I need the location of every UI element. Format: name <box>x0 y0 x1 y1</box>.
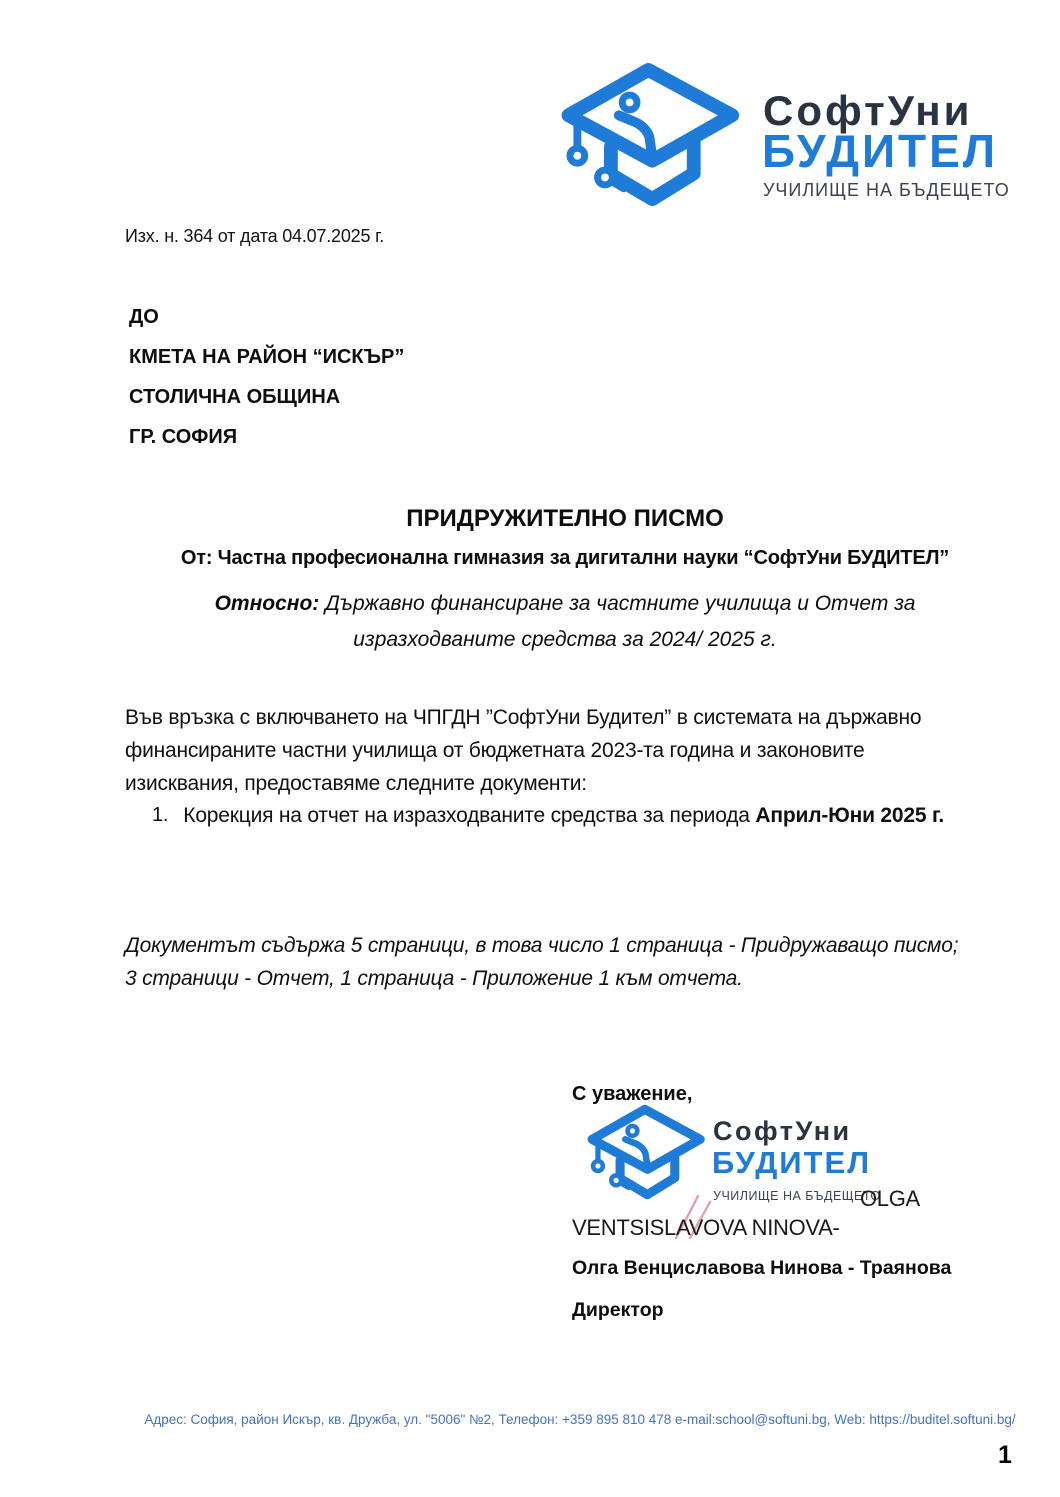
list-item-number: 1. <box>152 804 169 826</box>
list-item-1 <box>152 804 944 828</box>
reference-number-line: Изх. н. 364 от дата 04.07.2025 г. <box>125 226 385 246</box>
signature-logo-brand-buditel: БУДИТЕЛ <box>712 1145 871 1180</box>
recipient-line-do: ДО <box>129 306 159 328</box>
recipient-line-mayor: КМЕТА НА РАЙОН “ИСКЪР” <box>129 346 405 368</box>
digital-signature-line-2: VENTSISLAVOVA NINOVA- <box>572 1215 840 1240</box>
recipient-line-city: ГР. СОФИЯ <box>129 426 238 448</box>
list-item-text: Корекция на отчет на изразходваните средства за периода <box>183 804 756 827</box>
signature-logo-tagline: УЧИЛИЩЕ НА БЪДЕЩЕТО <box>713 1189 881 1203</box>
logo-tagline: УЧИЛИЩЕ НА БЪДЕЩЕТО <box>763 180 1010 200</box>
graduation-cap-logo-icon <box>532 62 744 210</box>
subject-label: Относно: <box>214 592 320 615</box>
closing-line: С уважение, <box>572 1083 693 1105</box>
digital-signature-line-1: OLGA <box>860 1186 920 1211</box>
recipient-block <box>129 297 404 457</box>
logo-brand-buditel: БУДИТЕЛ <box>762 125 999 177</box>
subject-line-2: изразходваните средства за 2024/ 2025 г. <box>353 628 777 651</box>
from-line: От: Частна професионална гимназия за дигитални науки “СофтУни БУДИТЕЛ” <box>180 547 950 569</box>
footer-contact-line: Адрес: София, район Искър, кв. Дружба, ул. "5006" №2, Телефон: +359 895 810 478 e-mail:school@softuni.bg, Web: https://buditel.softuni.bg/ <box>144 1412 1016 1427</box>
subject-text-1: Държавно финансиране за частните училища и Отчет за <box>325 592 916 615</box>
recipient-line-municipality: СТОЛИЧНА ОБЩИНА <box>129 386 341 408</box>
subject-line-1 <box>125 592 1005 616</box>
list-item-bold-text: Април-Юни 2025 г. <box>755 804 945 827</box>
page-number: 1 <box>998 1441 1012 1469</box>
document-title: ПРИДРУЖИТЕЛНО ПИСМО <box>406 505 724 532</box>
signatory-role: Директор <box>572 1299 664 1321</box>
body-paragraph: Във връзка с включването на ЧПГДН ”СофтУни Будител” в системата на държавно финансираните частни училища от бюджетната 2023-та година и законовите изисквания, предоставяме следните документи: <box>125 706 922 795</box>
signature-logo-brand-softuni: СофтУни <box>713 1116 852 1146</box>
logo-brand-softuni: СофтУни <box>763 87 973 134</box>
pages-note: Документът съдържа 5 страници, в това число 1 страница - Придружаващо писмо; 3 страници - Отчет, 1 страница - Приложение 1 към отчета. <box>125 934 959 990</box>
signatory-name: Олга Венциславова Нинова - Траянова <box>572 1257 952 1279</box>
